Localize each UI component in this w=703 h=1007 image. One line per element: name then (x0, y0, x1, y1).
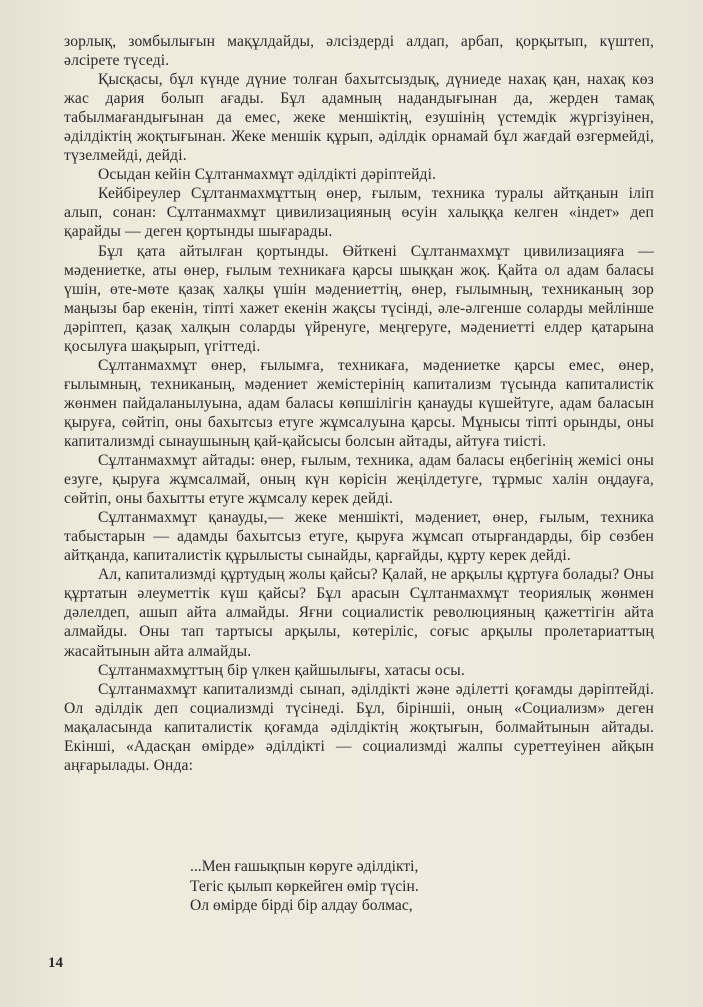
paragraph-3: Осыдан кейін Сұлтанмахмұт әділдікті дәріптейді. (98, 166, 437, 184)
verse-line: Тегіс қылып көркейген өмір түсін. (190, 877, 419, 895)
paragraph-1: зорлық, зомбылығын мақұлдайды, әлсіздерді алдап, арбап, қорқытып, күштеп, әлсірете түседі. (64, 33, 654, 70)
paragraph-10: Сұлтанмахмұттың бір үлкен қайшылығы, хатасы осы. (98, 661, 465, 679)
paragraph-5: Бұл қата айтылған қортынды. Өйткені Сұлтанмахмұт цивилизацияға — мәдениетке, аты өнер, ғылым техникаға қарсы шыққан жоқ. Қайта ол адам баласы үшін, өте-мөте қазақ халқы үшін мәдениеттің, өнер, ғылымның, техниканың зор маңызы бар екенін, тіпті хажет екенін жақсы түсінді, әле-әлгенше соларды мейлінше дәріптеп, қазақ халқын соларды үйренуге, меңгеруге, мәдениетті елдер қатарына қосылуға шақырып, үгіттеді. (64, 242, 654, 355)
page-number: 14 (48, 955, 63, 971)
paragraph-4: Кейбіреулер Сұлтанмахмұттың өнер, ғылым, техника туралы айтқанын іліп алып, сонан: Сұлтанмахмұт цивилизацияның өсуін халыққа келген «індет» деп қарайды — деген қортынды шығарады. (64, 185, 654, 241)
verse-line: Ол өмірде бірді бір алдау болмас, (190, 897, 413, 914)
paragraph-7: Сұлтанмахмұт айтады: өнер, ғылым, техника, адам баласы еңбегінің жемісі оны езуге, қыруға жұмсалмай, оның күн көрісін жеңілдетуге, тұрмыс халін оңдауға, сөйтіп, оны бахытты етуге жұмсалу керек дейді. (64, 452, 654, 508)
verse-line: ...Мен ғашықпын көруге әділдікті, (190, 858, 419, 875)
paragraph-6: Сұлтанмахмұт өнер, ғылымға, техникаға, мәдениетке қарсы емес, өнер, ғылымның, техниканың, мәдениет жемістерінің капитализм түсында капиталистік жөнмен пайдаланылуына, адам баласы көпшілігін қанауды күшейтуге, адам баласын қыруға, сөйтіп, оны бахытсыз етуге жұмсалуына қарсы. Мұнысы тіпті орынды, оны капитализмді сынаушының қай-қайсысы болсын айтады, айтуға тиісті. (64, 356, 654, 450)
verse-quote (190, 857, 419, 916)
paragraph-9: Ал, капитализмді құртудың жолы қайсы? Қалай, не арқылы құртуға болады? Оны құртатын әлеуметтік күш қайсы? Бұл арасын Сұлтанмахмұт теориялық жөнмен дәлелдеп, ашып айта алмайды. Яғни социалистік революцияның қажеттігін айта алмайды. Оны тап тартысы арқылы, көтеріліс, соғыс арқылы пролетариаттың жасайтынын айта алмайды. (64, 566, 654, 660)
paragraph-2: Қысқасы, бұл күнде дүние толған бахытсыздық, дүниеде нахақ қан, нахақ көз жас дария болып ағады. Бұл адамның надандығынан да, жерден тамақ табылмағандығынан да емес, жеке меншіктің, езушінің үстемдік жүргізуінен, әділдіктің жоқтығынан. Жеке меншік құрып, әділдік орнамай бұл жағдай өзгермейді, түзелмейді, дейді. (64, 71, 654, 165)
paragraph-11: Сұлтанмахмұт капитализмді сынап, әділдікті және әділетті қоғамды дәріптейді. Ол әділдік деп социализмді түсінеді. Бұл, біріншіі, оның «Социализм» деген мақаласында капиталистік қоғамда әділдіктің жоқтығын, болмайтынын айтады. Екінші, «Адасқан өмірде» әділдікті — социализмді жалпы суреттеуінен айқын аңғарылады. Онда: (64, 680, 654, 774)
body-text (64, 32, 654, 775)
paragraph-8: Сұлтанмахмұт қанауды,— жеке меншікті, мәдениет, өнер, ғылым, техника табыстарын — адамды бахытсыз етуге, қыруға жұмсап отырғандарды, бір сөзбен айтқанда, капиталистік құрылысты сынайды, қарғайды, құрту керек дейді. (64, 509, 654, 565)
